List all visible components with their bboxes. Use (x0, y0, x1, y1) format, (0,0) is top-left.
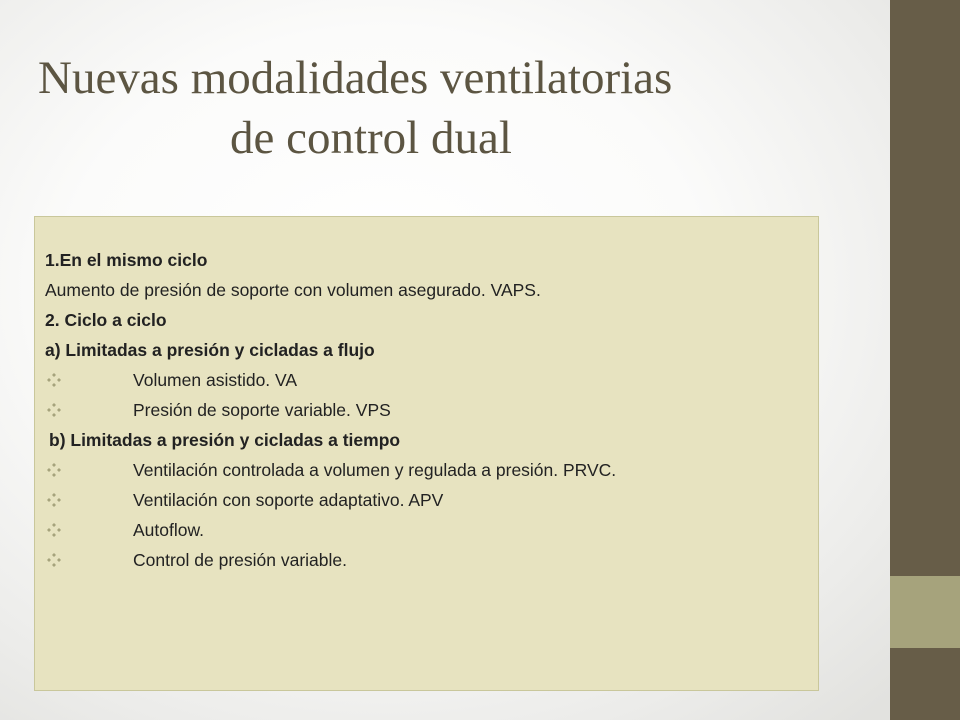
bullet-item-prvc (35, 455, 818, 485)
content-line-text: a) Limitadas a presión y cicladas a flujo (45, 340, 375, 360)
content-box (34, 216, 819, 691)
sidebar-decoration-top (890, 0, 960, 576)
four-diamond-bullet-icon (47, 493, 61, 507)
content-text-vaps (35, 275, 818, 305)
sidebar-decoration-bottom (890, 648, 960, 720)
bullet-item-autoflow (35, 515, 818, 545)
bullet-item-text: Control de presión variable. (133, 550, 348, 570)
subsection-heading-time-cycled (35, 425, 818, 455)
section-heading-same-cycle (35, 245, 818, 275)
bullet-item-text: Volumen asistido. VA (133, 370, 298, 390)
bullet-item-apv (35, 485, 818, 515)
subsection-heading-flow-cycled (35, 335, 818, 365)
content-line-text: 1.En el mismo ciclo (45, 250, 208, 270)
slide-title-line-2: de control dual (230, 112, 512, 164)
four-diamond-bullet-icon (47, 553, 61, 567)
bullet-item-text: Ventilación controlada a volumen y regulada a presión. PRVC. (133, 460, 617, 480)
bullet-item-text: Ventilación con soporte adaptativo. APV (133, 490, 444, 510)
sidebar-decoration-middle (890, 576, 960, 648)
content-line-text: 2. Ciclo a ciclo (45, 310, 167, 330)
content-line-text: b) Limitadas a presión y cicladas a tiempo (49, 430, 401, 450)
bullet-item-text: Autoflow. (133, 520, 205, 540)
four-diamond-bullet-icon (47, 373, 61, 387)
content-line-text: Aumento de presión de soporte con volumen asegurado. VAPS. (45, 280, 541, 300)
slide-title (0, 48, 820, 168)
bullet-item-va (35, 365, 818, 395)
four-diamond-bullet-icon (47, 403, 61, 417)
slide-title-line-1: Nuevas modalidades ventilatorias (38, 52, 673, 104)
bullet-item-vps (35, 395, 818, 425)
four-diamond-bullet-icon (47, 523, 61, 537)
bullet-item-text: Presión de soporte variable. VPS (133, 400, 391, 420)
four-diamond-bullet-icon (47, 463, 61, 477)
bullet-item-variable-pressure (35, 545, 818, 575)
section-heading-cycle-to-cycle (35, 305, 818, 335)
